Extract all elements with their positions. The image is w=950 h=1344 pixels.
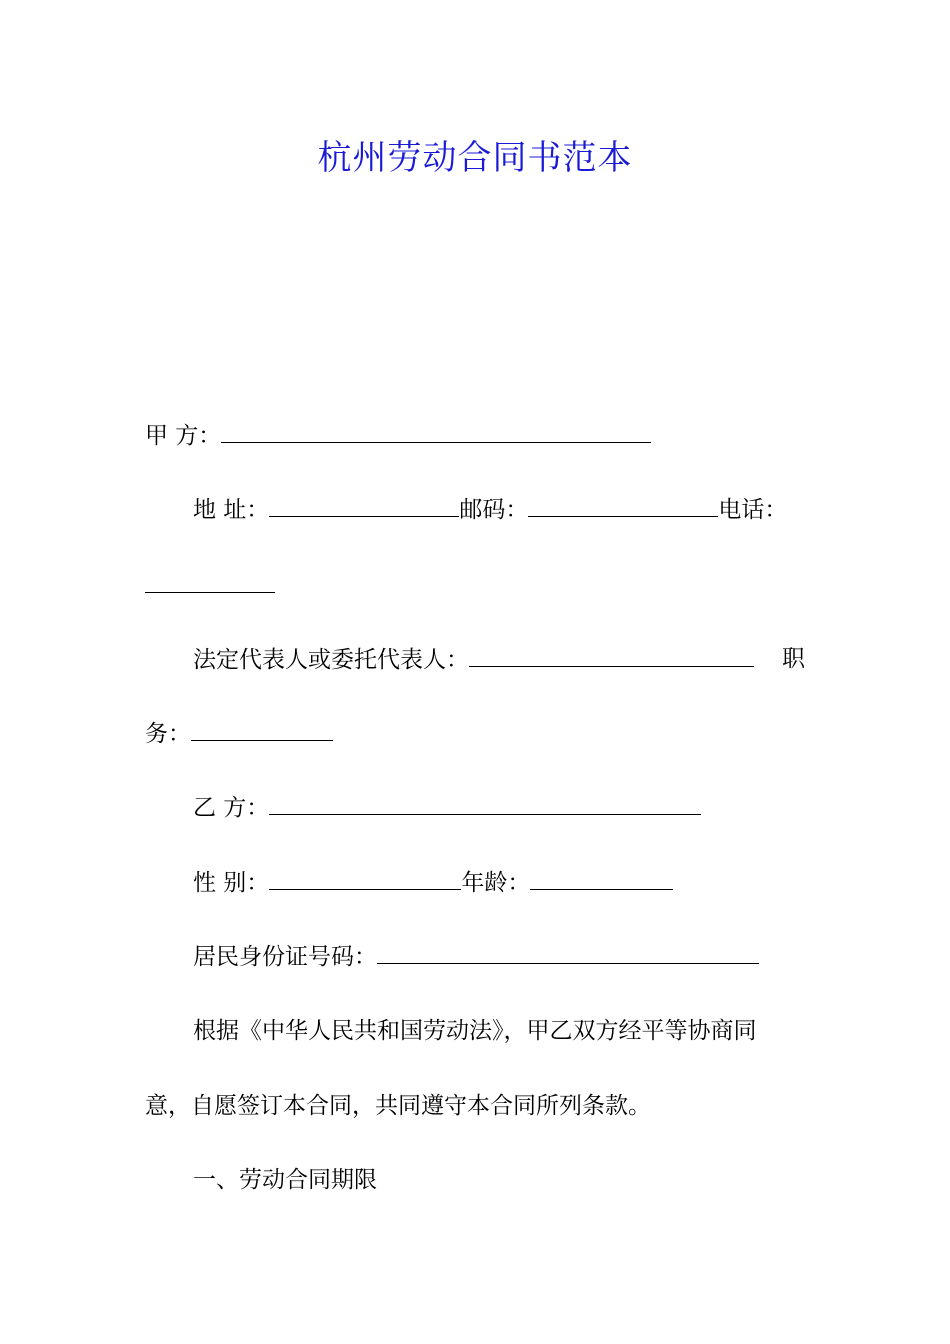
id-number-label: 居民身份证号码： bbox=[193, 944, 377, 970]
phone-continuation-row bbox=[145, 570, 275, 601]
document-title: 杭州劳动合同书范本 bbox=[317, 138, 633, 178]
position-blank[interactable] bbox=[191, 718, 333, 741]
age-blank[interactable] bbox=[530, 867, 673, 890]
legal-rep-blank[interactable] bbox=[469, 644, 754, 667]
party-a-row bbox=[145, 420, 651, 451]
address-row bbox=[193, 494, 787, 525]
party-a-blank[interactable] bbox=[221, 420, 651, 443]
legal-rep-row bbox=[193, 644, 754, 675]
gender-label: 性 别： bbox=[193, 870, 270, 896]
address-blank[interactable] bbox=[269, 494, 459, 517]
party-a-label: 甲 方： bbox=[145, 423, 222, 449]
id-number-blank[interactable] bbox=[377, 941, 759, 964]
party-b-blank[interactable] bbox=[269, 792, 701, 815]
party-b-label: 乙 方： bbox=[193, 795, 270, 821]
section-1-heading: 一、劳动合同期限 bbox=[193, 1167, 377, 1193]
party-b-row bbox=[193, 792, 701, 823]
postcode-blank[interactable] bbox=[528, 494, 718, 517]
gender-age-row bbox=[193, 867, 673, 898]
postcode-label: 邮码： bbox=[459, 497, 529, 523]
age-label: 年龄： bbox=[461, 870, 531, 896]
legal-rep-label: 法定代表人或委托代表人： bbox=[193, 647, 469, 673]
phone-label: 电话： bbox=[718, 497, 788, 523]
phone-blank[interactable] bbox=[145, 570, 275, 593]
intro-line-1: 根据《中华人民共和国劳动法》，甲乙双方经平等协商同 bbox=[193, 1018, 757, 1044]
address-label: 地 址： bbox=[193, 497, 270, 523]
position-label-part1: 职 bbox=[782, 646, 805, 672]
position-row bbox=[145, 718, 333, 749]
gender-blank[interactable] bbox=[269, 867, 461, 890]
intro-line-2: 意，自愿签订本合同，共同遵守本合同所列条款。 bbox=[145, 1093, 651, 1119]
position-label-part2: 务： bbox=[145, 721, 191, 747]
id-number-row bbox=[193, 941, 759, 972]
